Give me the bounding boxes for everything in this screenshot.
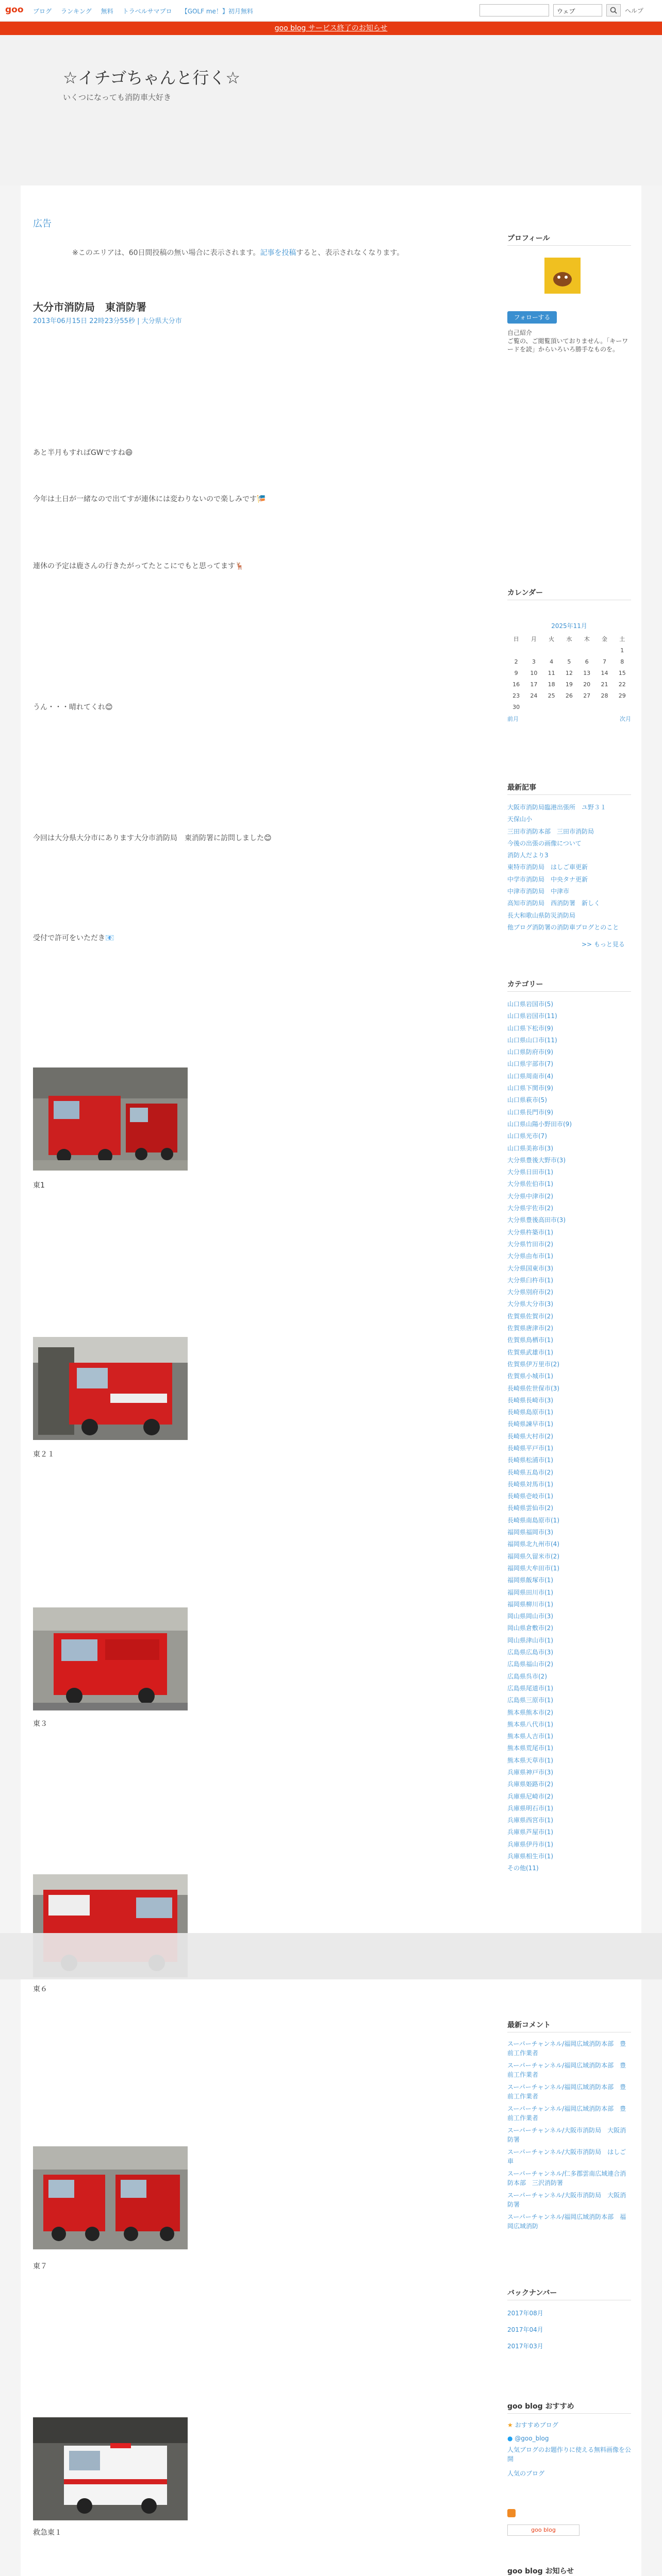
- calendar-weeks: [507, 645, 631, 713]
- category-item[interactable]: 長崎県南島原市(1): [507, 1516, 559, 1524]
- goo-recommend-link[interactable]: [507, 2418, 631, 2432]
- category-item[interactable]: 兵庫県芦屋市(1): [507, 1828, 553, 1836]
- goo-free-images-link[interactable]: 人気ブログのお題作りに使える無料画像を公開: [507, 2446, 631, 2463]
- weekday: 金: [601, 636, 607, 642]
- calendar-day: 15: [618, 669, 626, 676]
- fire-engine-photo[interactable]: [33, 1607, 188, 1710]
- category-item[interactable]: 佐賀県唐津市(2): [507, 1325, 553, 1332]
- recent-item[interactable]: 長大和歌山県防災消防局: [507, 911, 576, 919]
- category-item[interactable]: 兵庫県尼崎市(2): [507, 1792, 553, 1800]
- calendar-day: 3: [532, 658, 536, 665]
- calendar-day: 18: [548, 681, 555, 688]
- goo-twitter-label: @goo_blog: [515, 2435, 549, 2442]
- recent-item[interactable]: 三田市消防本部 三田市消防局: [507, 827, 594, 835]
- category-item[interactable]: 長崎県大村市(2): [507, 1432, 553, 1440]
- archive-item[interactable]: 2017年03月: [507, 2343, 543, 2350]
- recent-item[interactable]: 高知市消防局 西消防署 新しく: [507, 900, 601, 907]
- divider: [507, 794, 631, 795]
- recent-item[interactable]: 消防人だより3: [507, 852, 549, 859]
- photo-caption: 東1: [33, 1181, 45, 1190]
- calendar-week: [507, 667, 631, 679]
- category-item[interactable]: 山口県岩国市(11): [507, 1012, 557, 1020]
- main-column: [21, 185, 495, 2576]
- category-item[interactable]: 大分県大分市(3): [507, 1300, 553, 1308]
- calendar-day: 8: [620, 658, 624, 665]
- photo-caption: 東６: [33, 1985, 47, 1993]
- category-item[interactable]: 熊本県人吉市(1): [507, 1733, 553, 1740]
- category-item[interactable]: 兵庫県伊丹市(1): [507, 1840, 553, 1848]
- category-item[interactable]: 大分県日田市(1): [507, 1168, 553, 1176]
- category-item[interactable]: 熊本県熊本市(2): [507, 1708, 553, 1716]
- goo-twitter-link[interactable]: [507, 2432, 631, 2445]
- category-item[interactable]: 大分県国東市(3): [507, 1264, 553, 1272]
- category-item[interactable]: 大分県宇佐市(2): [507, 1205, 553, 1212]
- ad-label[interactable]: 広告: [33, 218, 52, 229]
- top-nav-item[interactable]: ブログ: [33, 8, 52, 15]
- category-item[interactable]: 大分県豊後高田市(3): [507, 1216, 566, 1224]
- category-item[interactable]: 山口県宇部市(7): [507, 1060, 553, 1068]
- weekday: 土: [619, 636, 625, 642]
- entry-category-link[interactable]: 大分県大分市: [141, 317, 182, 325]
- category-item[interactable]: 山口県美祢市(3): [507, 1144, 553, 1152]
- calendar-day: 11: [548, 669, 555, 676]
- archive-item[interactable]: 2017年04月: [507, 2326, 543, 2333]
- rss-icon[interactable]: [507, 2509, 516, 2517]
- category-item[interactable]: 長崎県諫早市(1): [507, 1420, 553, 1428]
- category-item[interactable]: 熊本県荒尾市(1): [507, 1744, 553, 1752]
- calendar-day: 24: [530, 692, 538, 699]
- scroll-overlay: [0, 1933, 662, 1979]
- post-entry-link[interactable]: 記事を投稿: [260, 249, 296, 257]
- calendar-day: 28: [601, 692, 608, 699]
- calendar-day: 26: [565, 692, 573, 699]
- goo-logo[interactable]: goo: [5, 5, 24, 15]
- calendar-day: 9: [514, 669, 518, 676]
- calendar-week: [507, 645, 631, 656]
- photo-caption: 救急東１: [33, 2529, 62, 2537]
- calendar-day: 4: [550, 658, 554, 665]
- category-item[interactable]: 福岡県田川市(1): [507, 1588, 553, 1596]
- star-icon: ★: [507, 2421, 515, 2429]
- comment-item[interactable]: スーパーチャンネル/福岡広域消防本部 福岡広域消防: [507, 2213, 626, 2230]
- top-nav-item[interactable]: トラベルサマプロ: [122, 8, 172, 15]
- calendar-day: 6: [585, 658, 589, 665]
- goo-popular-link[interactable]: 人気のブログ: [507, 2470, 545, 2477]
- calendar-day: 23: [512, 692, 520, 699]
- weekday: 火: [549, 636, 555, 642]
- category-item[interactable]: 長崎県五島市(2): [507, 1468, 553, 1476]
- category-item[interactable]: 山口県萩市(5): [507, 1096, 547, 1104]
- recent-item[interactable]: 東特市消防局 はしご車更新: [507, 863, 588, 871]
- category-item[interactable]: 山口県光市(7): [507, 1132, 547, 1140]
- category-item[interactable]: 長崎県壱岐市(1): [507, 1493, 553, 1500]
- calendar-day: 2: [514, 658, 518, 665]
- calendar-day: 10: [530, 669, 538, 676]
- category-item[interactable]: 大分県中津市(2): [507, 1192, 553, 1200]
- top-nav-item[interactable]: 【GOLF me！】初月無料: [181, 8, 253, 15]
- calendar-day: 25: [548, 692, 555, 699]
- recent-item[interactable]: 他ブログ消防署の消防車ブログとのこと: [507, 923, 619, 931]
- weekday: 木: [584, 636, 590, 642]
- recent-item[interactable]: 今後の出張の画像について: [507, 839, 582, 847]
- calendar-day: 1: [620, 647, 624, 654]
- category-item[interactable]: 熊本県八代市(1): [507, 1720, 553, 1728]
- category-item[interactable]: 佐賀県伊万里市(2): [507, 1360, 559, 1368]
- archive-heading: バックナンバー: [507, 2289, 557, 2297]
- calendar-day: 29: [618, 692, 626, 699]
- category-item[interactable]: 熊本県天草市(1): [507, 1756, 553, 1764]
- fire-engine-photo[interactable]: [33, 1067, 188, 1171]
- comment-item[interactable]: スーパーチャンネル/大阪市消防局 はしご車: [507, 2148, 626, 2165]
- category-item[interactable]: 山口県下関市(9): [507, 1084, 553, 1092]
- category-item[interactable]: 大分県佐伯市(1): [507, 1180, 553, 1188]
- calendar-day: 12: [565, 669, 573, 676]
- profile-line: 自己紹介: [507, 329, 533, 336]
- calendar-day: 22: [618, 681, 626, 688]
- category-item[interactable]: 長崎県島原市(1): [507, 1409, 553, 1416]
- category-item[interactable]: 長崎県雲仙市(2): [507, 1504, 553, 1512]
- news-heading: goo blog お知らせ: [507, 2567, 574, 2575]
- category-item[interactable]: 大分県由布市(1): [507, 1252, 553, 1260]
- blog-title[interactable]: ☆イチゴちゃんと行く☆: [63, 68, 241, 88]
- comments-heading: 最新コメント: [507, 2021, 551, 2029]
- category-item[interactable]: 長崎県対馬市(1): [507, 1480, 553, 1488]
- calendar-day: 20: [583, 681, 591, 688]
- category-item[interactable]: 福岡県飯塚市(1): [507, 1577, 553, 1584]
- category-item[interactable]: 兵庫県神戸市(3): [507, 1769, 553, 1776]
- category-item[interactable]: 大分県竹田市(2): [507, 1240, 553, 1248]
- fire-engine-photo[interactable]: [33, 2146, 188, 2249]
- category-item[interactable]: 福岡県福岡市(3): [507, 1529, 553, 1536]
- top-search: [479, 4, 643, 16]
- entry-paragraph: うん・・・晴れてくれ😊: [33, 703, 113, 711]
- category-item[interactable]: 大分県臼杵市(1): [507, 1276, 553, 1284]
- blog-description: いくつになっても消防車大好き: [63, 93, 172, 102]
- calendar-day: 19: [565, 681, 573, 688]
- recent-list: [507, 802, 631, 934]
- search-input[interactable]: [479, 4, 549, 16]
- sidebar: [495, 185, 641, 2576]
- recent-item[interactable]: 中学市消防局 中央タナ更新: [507, 875, 588, 883]
- category-item[interactable]: 大分県杵築市(1): [507, 1228, 553, 1236]
- category-item[interactable]: 大分県別府市(2): [507, 1289, 553, 1296]
- goo-heading: goo blog おすすめ: [507, 2402, 574, 2411]
- inactive-notice: [72, 247, 404, 258]
- category-item[interactable]: 佐賀県小城市(1): [507, 1372, 553, 1380]
- calendar-day: 21: [601, 681, 608, 688]
- recent-item[interactable]: 大阪市消防局臨港出張所 ユ野３１: [507, 804, 607, 811]
- category-item[interactable]: 岡山県倉敷市(2): [507, 1624, 553, 1632]
- entry-paragraph: 今回は大分県大分市にあります大分市消防局 東消防署に訪問しました😊: [33, 834, 272, 842]
- entry-paragraph: 連休の予定は鹿さんの行きたがってたとこにでもと思ってます🦌: [33, 562, 244, 570]
- calendar-day: 14: [601, 669, 608, 676]
- top-nav-item[interactable]: 無料: [101, 8, 113, 15]
- archive-list: [507, 2305, 631, 2354]
- fire-engine-photo[interactable]: [33, 1337, 188, 1440]
- category-item[interactable]: 岡山県岡山市(3): [507, 1613, 553, 1620]
- profile-intro: [507, 329, 631, 353]
- calendar-heading: カレンダー: [507, 589, 543, 597]
- divider: [507, 991, 631, 992]
- divider: [507, 2413, 631, 2414]
- entry-meta: 2013年06月15日 22時23分55秒 | 大分県大分市: [33, 317, 182, 325]
- search-button[interactable]: [606, 4, 621, 16]
- profile-avatar[interactable]: [544, 258, 581, 294]
- category-item[interactable]: 山口県山口市(11): [507, 1036, 557, 1044]
- category-item[interactable]: 広島県尾道市(1): [507, 1684, 553, 1692]
- category-item[interactable]: 広島県広島市(3): [507, 1649, 553, 1656]
- category-item[interactable]: 兵庫県明石市(1): [507, 1804, 553, 1812]
- category-item[interactable]: 福岡県柳川市(1): [507, 1600, 553, 1608]
- entry-paragraph: 受付で許可をいただき📧: [33, 934, 114, 942]
- entry-paragraph: 今年は土日が一緒なので出てすが連休には変わりないので楽しみです🎏: [33, 495, 266, 503]
- comment-item[interactable]: スーパーチャンネル/福岡広域消防本部 豊前工作業者: [507, 2062, 626, 2078]
- profile-heading: プロフィール: [507, 234, 550, 243]
- recent-heading: 最新記事: [507, 784, 536, 792]
- calendar-month: 2025年11月: [551, 622, 587, 630]
- category-item[interactable]: 山口県下松市(9): [507, 1024, 553, 1032]
- calendar-day: 7: [602, 658, 606, 665]
- category-item[interactable]: 山口県防府市(9): [507, 1048, 553, 1056]
- category-list: [507, 998, 631, 1875]
- entry-paragraph: あと半月もすればGWですね😄: [33, 449, 133, 457]
- calendar-prev-link[interactable]: 前月: [507, 716, 519, 722]
- entry-date: 2013年06月15日 22時23分55秒: [33, 317, 135, 325]
- comment-list: [507, 2039, 631, 2234]
- top-nav: [33, 7, 253, 15]
- search-scope-select[interactable]: ウェブ: [553, 4, 602, 16]
- comment-item[interactable]: スーパーチャンネル/福岡広域消防本部 豊前工作業者: [507, 2083, 626, 2100]
- calendar-day: 17: [530, 681, 538, 688]
- category-item[interactable]: 兵庫県西宮市(1): [507, 1817, 553, 1824]
- service-end-banner[interactable]: [0, 22, 662, 35]
- category-item[interactable]: 佐賀県鳥栖市(1): [507, 1336, 553, 1344]
- weekday: 水: [566, 636, 572, 642]
- calendar-week: [507, 656, 631, 667]
- comment-item[interactable]: スーパーチャンネル/仁多郡雲南広域連合消防本部 三沢消防署: [507, 2170, 626, 2187]
- top-bar: [0, 0, 662, 22]
- top-nav-item[interactable]: ランキング: [61, 8, 92, 15]
- search-icon: [610, 7, 617, 14]
- notice-prefix: ※このエリアは、60日間投稿の無い場合に表示されます。: [72, 249, 260, 257]
- profile-line: ご覧の、ご閲覧頂いておりません。「キーワードを読」からいろいろ勝手なものを。: [507, 337, 628, 353]
- category-item[interactable]: 佐賀県佐賀市(2): [507, 1312, 553, 1320]
- banner-text[interactable]: goo blog サービス終了のお知らせ: [274, 24, 388, 32]
- category-item[interactable]: 山口県長門市(9): [507, 1108, 553, 1116]
- category-item[interactable]: 福岡県北九州市(4): [507, 1540, 559, 1548]
- ambulance-photo[interactable]: [33, 2417, 188, 2520]
- category-item[interactable]: 兵庫県姫路市(2): [507, 1781, 553, 1788]
- comment-item[interactable]: スーパーチャンネル/大阪市消防局 大阪消防署: [507, 2127, 626, 2143]
- photo-caption: 東７: [33, 2262, 47, 2270]
- category-item[interactable]: 兵庫県相生市(1): [507, 1853, 553, 1860]
- calendar-day: 16: [512, 681, 520, 688]
- category-item[interactable]: 岡山県津山市(1): [507, 1636, 553, 1644]
- comment-item[interactable]: スーパーチャンネル/福岡広域消防本部 豊前工作業者: [507, 2105, 626, 2122]
- category-item[interactable]: 長崎県平戸市(1): [507, 1444, 553, 1452]
- recent-more-link[interactable]: >> もっと見る: [582, 941, 625, 948]
- photo-caption: 東２１: [33, 1450, 55, 1459]
- calendar-week: [507, 690, 631, 701]
- calendar-week: [507, 701, 631, 713]
- category-item[interactable]: 大分県豊後大野市(3): [507, 1156, 566, 1164]
- category-item[interactable]: 福岡県久留米市(2): [507, 1552, 559, 1560]
- weekday: 日: [513, 636, 519, 642]
- recent-item[interactable]: 中津市消防局 中津市: [507, 888, 570, 895]
- category-item[interactable]: 長崎県佐世保市(3): [507, 1384, 559, 1392]
- recent-item[interactable]: 天保山小: [507, 816, 533, 823]
- category-heading: カテゴリー: [507, 980, 543, 989]
- comment-item[interactable]: スーパーチャンネル/大阪市消防局 大阪消防署: [507, 2192, 626, 2208]
- calendar-day: 5: [567, 658, 571, 665]
- category-item[interactable]: 広島県福山市(2): [507, 1660, 553, 1668]
- calendar-week: [507, 679, 631, 690]
- goo-recommend: [507, 2418, 631, 2480]
- goo-recommend-label: おすすめブログ: [515, 2421, 558, 2429]
- category-item[interactable]: その他(11): [507, 1865, 539, 1872]
- calendar-day: 30: [512, 703, 520, 710]
- category-item[interactable]: 広島県三原市(1): [507, 1697, 553, 1704]
- calendar-weekdays: [507, 633, 631, 645]
- comment-item[interactable]: スーパーチャンネル/福岡広域消防本部 豊前工作業者: [507, 2040, 626, 2057]
- photo-caption: 東３: [33, 1720, 47, 1728]
- follow-button[interactable]: フォローする: [507, 311, 557, 324]
- category-item[interactable]: 長崎県長崎市(3): [507, 1396, 553, 1404]
- category-item[interactable]: 山口県山陽小野田市(9): [507, 1120, 572, 1128]
- divider: [507, 245, 631, 246]
- calendar-nav: [507, 715, 631, 723]
- category-item[interactable]: 佐賀県武雄市(1): [507, 1348, 553, 1356]
- category-item[interactable]: 山口県岩国市(5): [507, 1001, 553, 1008]
- category-item[interactable]: 長崎県松浦市(1): [507, 1456, 553, 1464]
- notice-suffix: すると、表示されなくなります。: [296, 249, 404, 257]
- goo-blog-badge[interactable]: goo blog: [507, 2524, 580, 2536]
- calendar-day: 27: [583, 692, 591, 699]
- calendar-day: 13: [583, 669, 591, 676]
- blog-header: [0, 35, 662, 185]
- category-item[interactable]: 福岡県大牟田市(1): [507, 1564, 559, 1572]
- category-item[interactable]: 広島県呉市(2): [507, 1672, 547, 1680]
- bird-icon: ●: [507, 2435, 515, 2442]
- category-item[interactable]: 山口県周南市(4): [507, 1072, 553, 1080]
- entry-title[interactable]: 大分市消防局 東消防署: [33, 301, 146, 313]
- calendar-next-link[interactable]: 次月: [620, 716, 631, 722]
- weekday: 月: [531, 636, 537, 642]
- help-link[interactable]: ヘルプ: [625, 7, 644, 14]
- archive-item[interactable]: 2017年08月: [507, 2310, 543, 2317]
- calendar: [507, 621, 631, 723]
